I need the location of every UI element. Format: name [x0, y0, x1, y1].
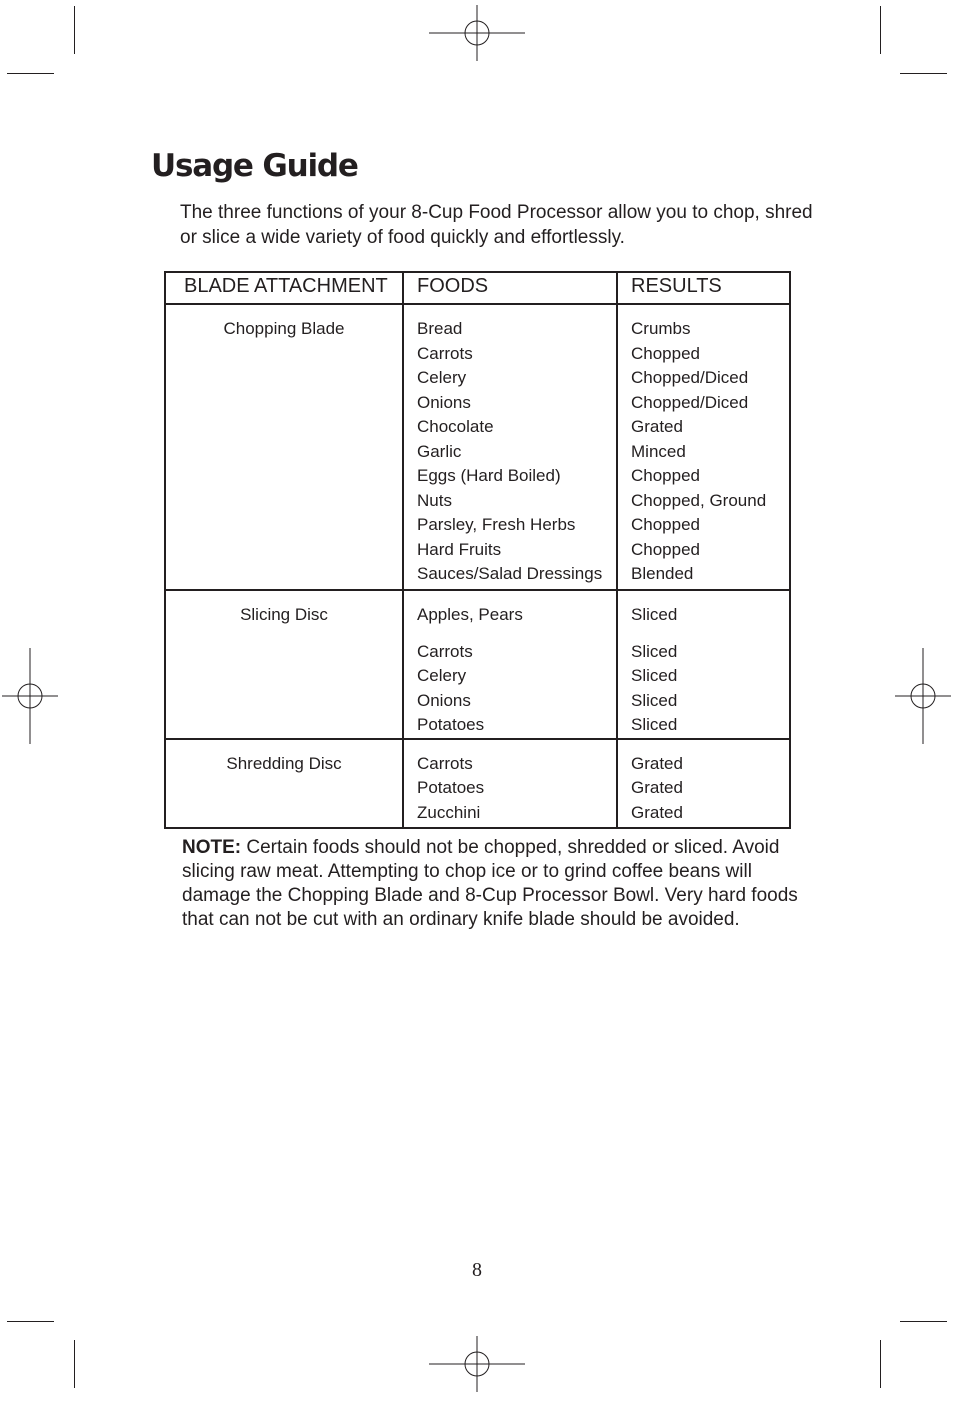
foods-cell: [403, 590, 617, 739]
results-cell: [617, 739, 790, 828]
result-item: Chopped: [631, 343, 701, 363]
food-item: Onions: [417, 392, 471, 412]
column-header-blade: BLADE ATTACHMENT: [165, 272, 403, 304]
table-row: [165, 304, 790, 590]
result-item: Crumbs: [631, 319, 691, 338]
result-item: Grated: [631, 753, 683, 773]
result-item: Grated: [631, 778, 683, 797]
food-item: Potatoes: [417, 715, 485, 734]
result-item: Grated: [631, 802, 683, 822]
registration-mark-top: [429, 0, 525, 81]
result-item: Sliced: [631, 605, 678, 624]
usage-table: [164, 271, 791, 829]
page-number: 8: [472, 1259, 482, 1281]
note-paragraph: [182, 836, 822, 932]
food-item: Apples, Pears: [417, 605, 523, 624]
table-header-row: [165, 272, 790, 304]
page-title: Usage Guide: [151, 148, 358, 184]
result-item: Sliced: [631, 715, 678, 734]
blade-cell: Slicing Disc: [165, 590, 403, 739]
table-row: [165, 590, 790, 739]
results-cell: [617, 590, 790, 739]
registration-mark-right: [875, 648, 954, 744]
crop-mark: [900, 73, 947, 74]
crop-mark: [880, 6, 881, 54]
crop-mark: [880, 1340, 881, 1388]
food-item: Carrots: [417, 641, 473, 661]
results-cell: [617, 304, 790, 590]
intro-paragraph: The three functions of your 8-Cup Food Processor allow you to chop, shred or slice a wide variety of food quickly and effortlessly.: [180, 202, 813, 248]
food-item: Carrots: [417, 753, 473, 773]
food-item: Potatoes: [417, 778, 485, 797]
food-item: Nuts: [417, 490, 452, 510]
crop-mark: [7, 1321, 54, 1322]
crop-mark: [7, 73, 54, 74]
result-item: Chopped/Diced: [631, 368, 749, 387]
food-item: Carrots: [417, 343, 473, 363]
registration-mark-left: [0, 648, 78, 744]
crop-mark: [74, 1340, 75, 1388]
foods-cell: [403, 739, 617, 828]
food-item: Hard Fruits: [417, 539, 502, 559]
food-item: Parsley, Fresh Herbs: [417, 515, 576, 534]
blade-cell: Chopping Blade: [165, 304, 403, 590]
result-item: Chopped: [631, 539, 701, 559]
food-item: Celery: [417, 666, 467, 685]
food-item: Bread: [417, 319, 463, 338]
result-item: Sliced: [631, 666, 678, 685]
food-item: Sauces/Salad Dressings: [417, 564, 603, 583]
result-item: Blended: [631, 564, 694, 583]
result-item: Sliced: [631, 641, 678, 661]
result-item: Sliced: [631, 690, 678, 710]
food-item: Celery: [417, 368, 467, 387]
table-row: [165, 739, 790, 828]
food-item: Onions: [417, 690, 471, 710]
result-item: Chopped: [631, 466, 701, 485]
result-item: Chopped, Ground: [631, 490, 767, 510]
blade-cell: Shredding Disc: [165, 739, 403, 828]
crop-mark: [900, 1321, 947, 1322]
note-text: Certain foods should not be chopped, shredded or sliced. Avoid slicing raw meat. Attempting to chop ice or to grind coffee beans will damage the Chopping Blade and 8-Cup Processor Bowl. Very hard foods that can not be cut with an ordinary knife blade should be avoided.: [182, 837, 798, 930]
crop-mark: [74, 6, 75, 54]
food-item: Zucchini: [417, 802, 481, 822]
result-item: Chopped/Diced: [631, 392, 749, 412]
result-item: Chopped: [631, 515, 701, 534]
food-item: Eggs (Hard Boiled): [417, 466, 561, 485]
foods-cell: [403, 304, 617, 590]
food-item: Garlic: [417, 441, 462, 461]
registration-mark-bottom: [429, 1316, 525, 1412]
column-header-results: RESULTS: [617, 272, 790, 304]
column-header-foods: FOODS: [403, 272, 617, 304]
result-item: Minced: [631, 441, 686, 461]
note-label: NOTE:: [182, 837, 242, 858]
food-item: Chocolate: [417, 417, 494, 436]
result-item: Grated: [631, 417, 683, 436]
